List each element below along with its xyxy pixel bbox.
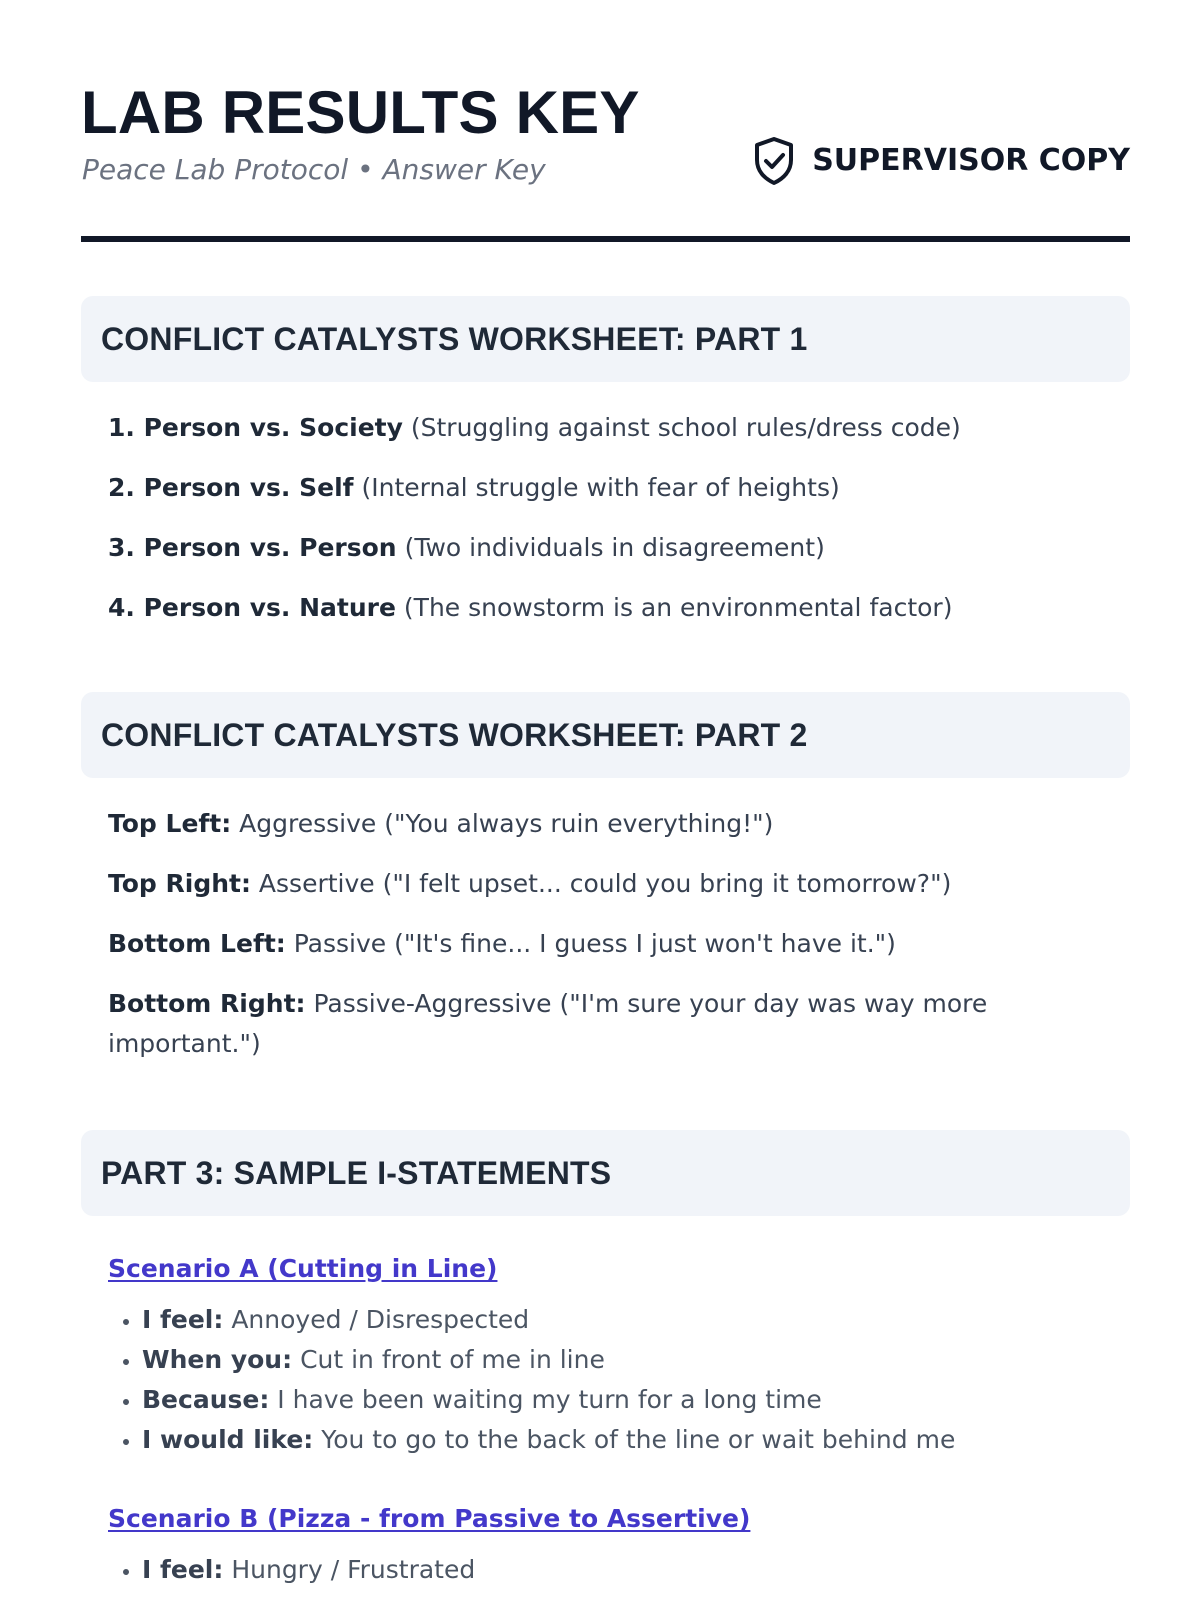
answer-label: Top Left: [108, 809, 232, 838]
bullet-label: I feel: [142, 1555, 224, 1584]
answer-item [108, 408, 1008, 448]
answer-item [108, 528, 1008, 568]
answer-text: Passive ("It's fine... I guess I just won't have it.") [293, 929, 896, 958]
bullet-label: I feel: [142, 1305, 224, 1334]
bullet-label: I would like: [142, 1425, 314, 1454]
badge-label: SUPERVISOR COPY [812, 143, 1130, 178]
supervisor-copy-badge [752, 136, 1130, 186]
answer-label: Bottom Right: [108, 989, 306, 1018]
bullet-item [142, 1340, 1130, 1380]
scenario-b-bullets [108, 1550, 1130, 1590]
answer-key-page [81, 0, 1130, 1590]
bullet-label: Because: [142, 1385, 270, 1414]
part2-section-header [81, 692, 1130, 778]
part3-section-header [81, 1130, 1130, 1216]
scenario-a-link[interactable]: Scenario A (Cutting in Line) [108, 1254, 498, 1283]
bullet-label: When you: [142, 1345, 293, 1374]
part2-answer-list [81, 804, 1130, 1064]
shield-check-icon [752, 136, 796, 186]
answer-text: (Struggling against school rules/dress code) [410, 413, 961, 442]
part1-answer-list [81, 408, 1130, 628]
bullet-text: Hungry / Frustrated [231, 1555, 476, 1584]
bullet-item [142, 1420, 1130, 1460]
answer-item [108, 468, 1008, 508]
scenario-a [81, 1252, 1130, 1460]
part1-heading: CONFLICT CATALYSTS WORKSHEET: PART 1 [101, 320, 808, 357]
answer-item [108, 984, 1008, 1064]
answer-label: 4. Person vs. Nature [108, 593, 396, 622]
answer-text: (Internal struggle with fear of heights) [361, 473, 840, 502]
bullet-text: You to go to the back of the line or wait behind me [321, 1425, 956, 1454]
part3-heading: PART 3: SAMPLE I-STATEMENTS [101, 1154, 612, 1191]
answer-item [108, 864, 1008, 904]
part2-heading: CONFLICT CATALYSTS WORKSHEET: PART 2 [101, 716, 808, 753]
bullet-item [142, 1550, 1130, 1590]
answer-text: (The snowstorm is an environmental factor) [403, 593, 953, 622]
document-header [81, 0, 1130, 242]
page-subtitle: Peace Lab Protocol • Answer Key [82, 153, 546, 186]
bullet-item [142, 1380, 1130, 1420]
answer-label: Bottom Left: [108, 929, 286, 958]
answer-text: (Two individuals in disagreement) [404, 533, 825, 562]
answer-label: 1. Person vs. Society [108, 413, 403, 442]
bullet-text: Annoyed / Disrespected [231, 1305, 530, 1334]
bullet-item [142, 1300, 1130, 1340]
page-title: LAB RESULTS KEY [81, 79, 640, 146]
answer-item [108, 924, 1008, 964]
bullet-text: I have been waiting my turn for a long time [277, 1385, 822, 1414]
answer-item [108, 588, 1008, 628]
answer-text: Passive-Aggressive ("I'm sure your day was way more important.") [108, 989, 988, 1058]
answer-text: Assertive ("I felt upset... could you bring it tomorrow?") [258, 869, 952, 898]
answer-label: 3. Person vs. Person [108, 533, 397, 562]
part1-section-header [81, 296, 1130, 382]
answer-label: 2. Person vs. Self [108, 473, 354, 502]
answer-label: Top Right: [108, 869, 251, 898]
scenario-b-link[interactable]: Scenario B (Pizza - from Passive to Assertive) [108, 1504, 751, 1533]
answer-text: Aggressive ("You always ruin everything!") [239, 809, 774, 838]
bullet-text: Cut in front of me in line [300, 1345, 605, 1374]
answer-item [108, 804, 1008, 844]
scenario-a-bullets [108, 1300, 1130, 1460]
scenario-b [81, 1502, 1130, 1590]
